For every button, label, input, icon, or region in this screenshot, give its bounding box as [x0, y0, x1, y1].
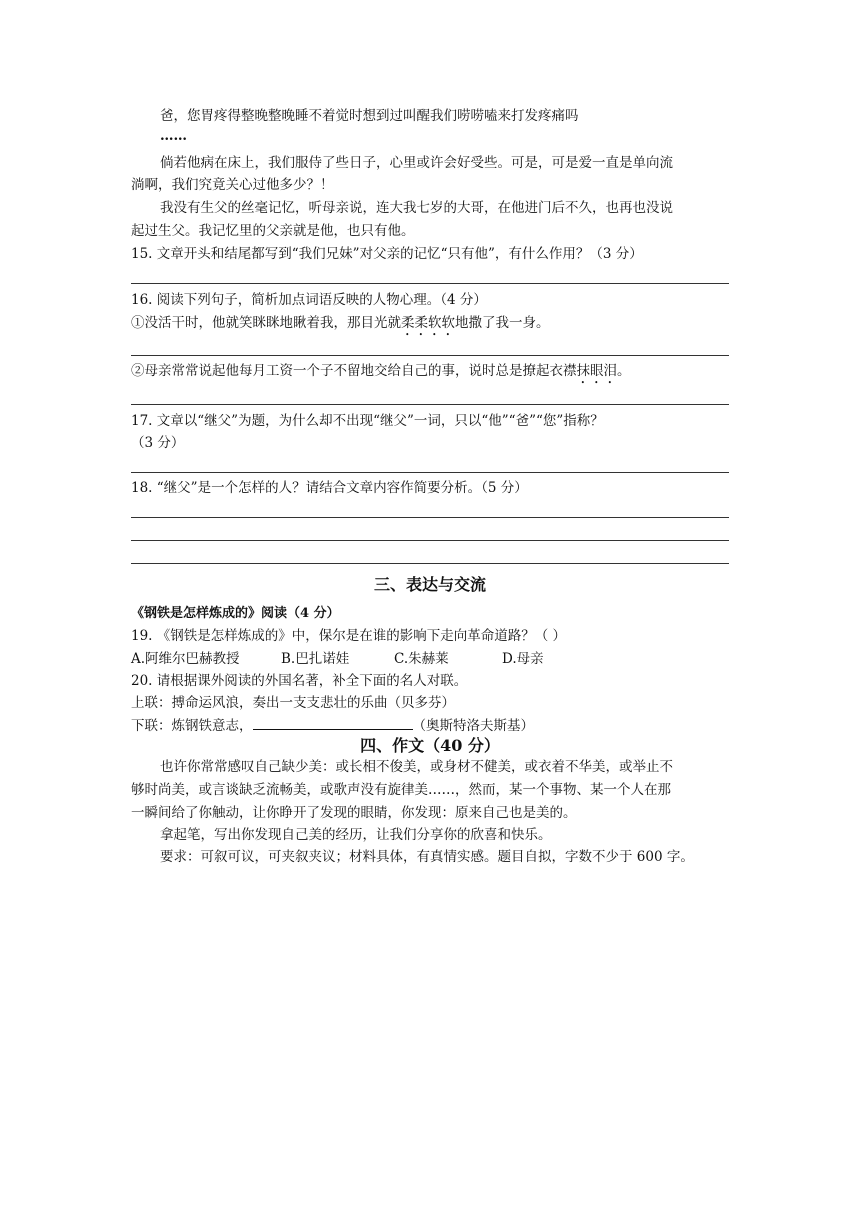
- section-3-subheading: 《钢铁是怎样炼成的》阅读（4 分）: [131, 606, 340, 621]
- couplet-upper: 上联：搏命运风浪，奏出一支支悲壮的乐曲（贝多芬）: [131, 695, 455, 711]
- question-17-points: （3 分）: [131, 435, 185, 451]
- answer-line[interactable]: [131, 283, 729, 284]
- couplet-lower: [131, 715, 534, 736]
- answer-line[interactable]: [131, 517, 729, 518]
- question-16: 16. 阅读下列句子，简析加点词语反映的人物心理。（4 分）: [131, 292, 487, 308]
- answer-line[interactable]: [131, 355, 729, 356]
- passage-line: 倘若他病在床上，我们服侍了些日子，心里或许会好受些。可是，可是爱一直是单向流: [160, 155, 673, 171]
- question-17: 17. 文章以“继父”为题，为什么却不出现“继父”一词，只以“他”“爸”“您”指称？: [131, 413, 604, 429]
- essay-prompt-line: 也许你常常感叹自己缺少美：或长相不俊美，或身材不健美，或衣着不华美，或举止不: [160, 759, 673, 775]
- essay-prompt-line: 拿起笔，写出你发现自己美的经历，让我们分享你的欣喜和快乐。: [160, 827, 552, 843]
- sentence-text: ①没活干时，他就笑眯眯地瞅着我，那目光就: [131, 315, 401, 331]
- passage-line: 我没有生父的丝毫记忆，听母亲说，连大我七岁的大哥，在他进门后不久，也再也没说: [160, 200, 673, 216]
- question-20: 20. 请根据课外阅读的外国名著，补全下面的名人对联。: [131, 673, 468, 689]
- question-16-sentence-2: [131, 361, 631, 387]
- passage-line: 淌啊，我们究竟关心过他多少？！: [131, 177, 334, 193]
- section-4-heading: 四、作文（40 分）: [360, 736, 500, 755]
- essay-prompt-line: 一瞬间给了你触动，让你睁开了发现的眼睛，你发现：原来自己也是美的。: [131, 805, 577, 821]
- question-18: 18. “继父”是一个怎样的人？请结合文章内容作简要分析。（5 分）: [131, 480, 528, 496]
- answer-line[interactable]: [131, 404, 729, 405]
- answer-line[interactable]: [131, 563, 729, 564]
- sentence-text: 。: [617, 363, 631, 379]
- sentence-text: ②母亲常常说起他每月工资一个子不留地交给自己的事，说时总是撩起衣襟: [131, 363, 577, 379]
- couplet-text: 下联：炼钢铁意志，: [131, 718, 253, 734]
- passage-ellipsis: ……: [160, 128, 187, 144]
- dotted-words: 柔柔软软: [401, 315, 455, 331]
- option-b[interactable]: B.巴扎诺娃: [281, 651, 350, 667]
- section-3-heading: 三、表达与交流: [373, 575, 486, 594]
- dotted-words: 抹眼泪: [576, 363, 617, 379]
- option-c[interactable]: C.朱赫莱: [394, 651, 449, 667]
- couplet-blank[interactable]: [253, 715, 413, 730]
- answer-line[interactable]: [131, 540, 729, 541]
- question-19: 19. 《钢铁是怎样炼成的》中，保尔是在谁的影响下走向革命道路？（ ）: [131, 628, 567, 644]
- passage-line: 爸，您胃疼得整晚整晚睡不着觉时想到过叫醒我们唠唠嗑来打发疼痛吗: [160, 108, 579, 124]
- question-15: 15. 文章开头和结尾都写到“我们兄妹”对父亲的记忆“只有他”，有什么作用？（3 分）: [131, 246, 643, 262]
- sentence-text: 地撒了我一身。: [455, 315, 550, 331]
- essay-requirements: 要求：可叙可议，可夹叙夹议；材料具体，有真情实感。题目自拟，字数不少于 600 字。: [160, 849, 694, 865]
- passage-line: 起过生父。我记忆里的父亲就是他，也只有他。: [131, 223, 415, 239]
- option-a[interactable]: A.阿维尔巴赫教授: [131, 651, 240, 667]
- essay-prompt-line: 够时尚美，或言谈缺乏流畅美，或歌声没有旋律美……，然而，某一个事物、某一个人在那: [131, 782, 671, 798]
- answer-line[interactable]: [131, 472, 729, 473]
- couplet-text: （奥斯特洛夫斯基）: [412, 718, 534, 734]
- option-d[interactable]: D.母亲: [502, 651, 544, 667]
- question-16-sentence-1: [131, 313, 550, 339]
